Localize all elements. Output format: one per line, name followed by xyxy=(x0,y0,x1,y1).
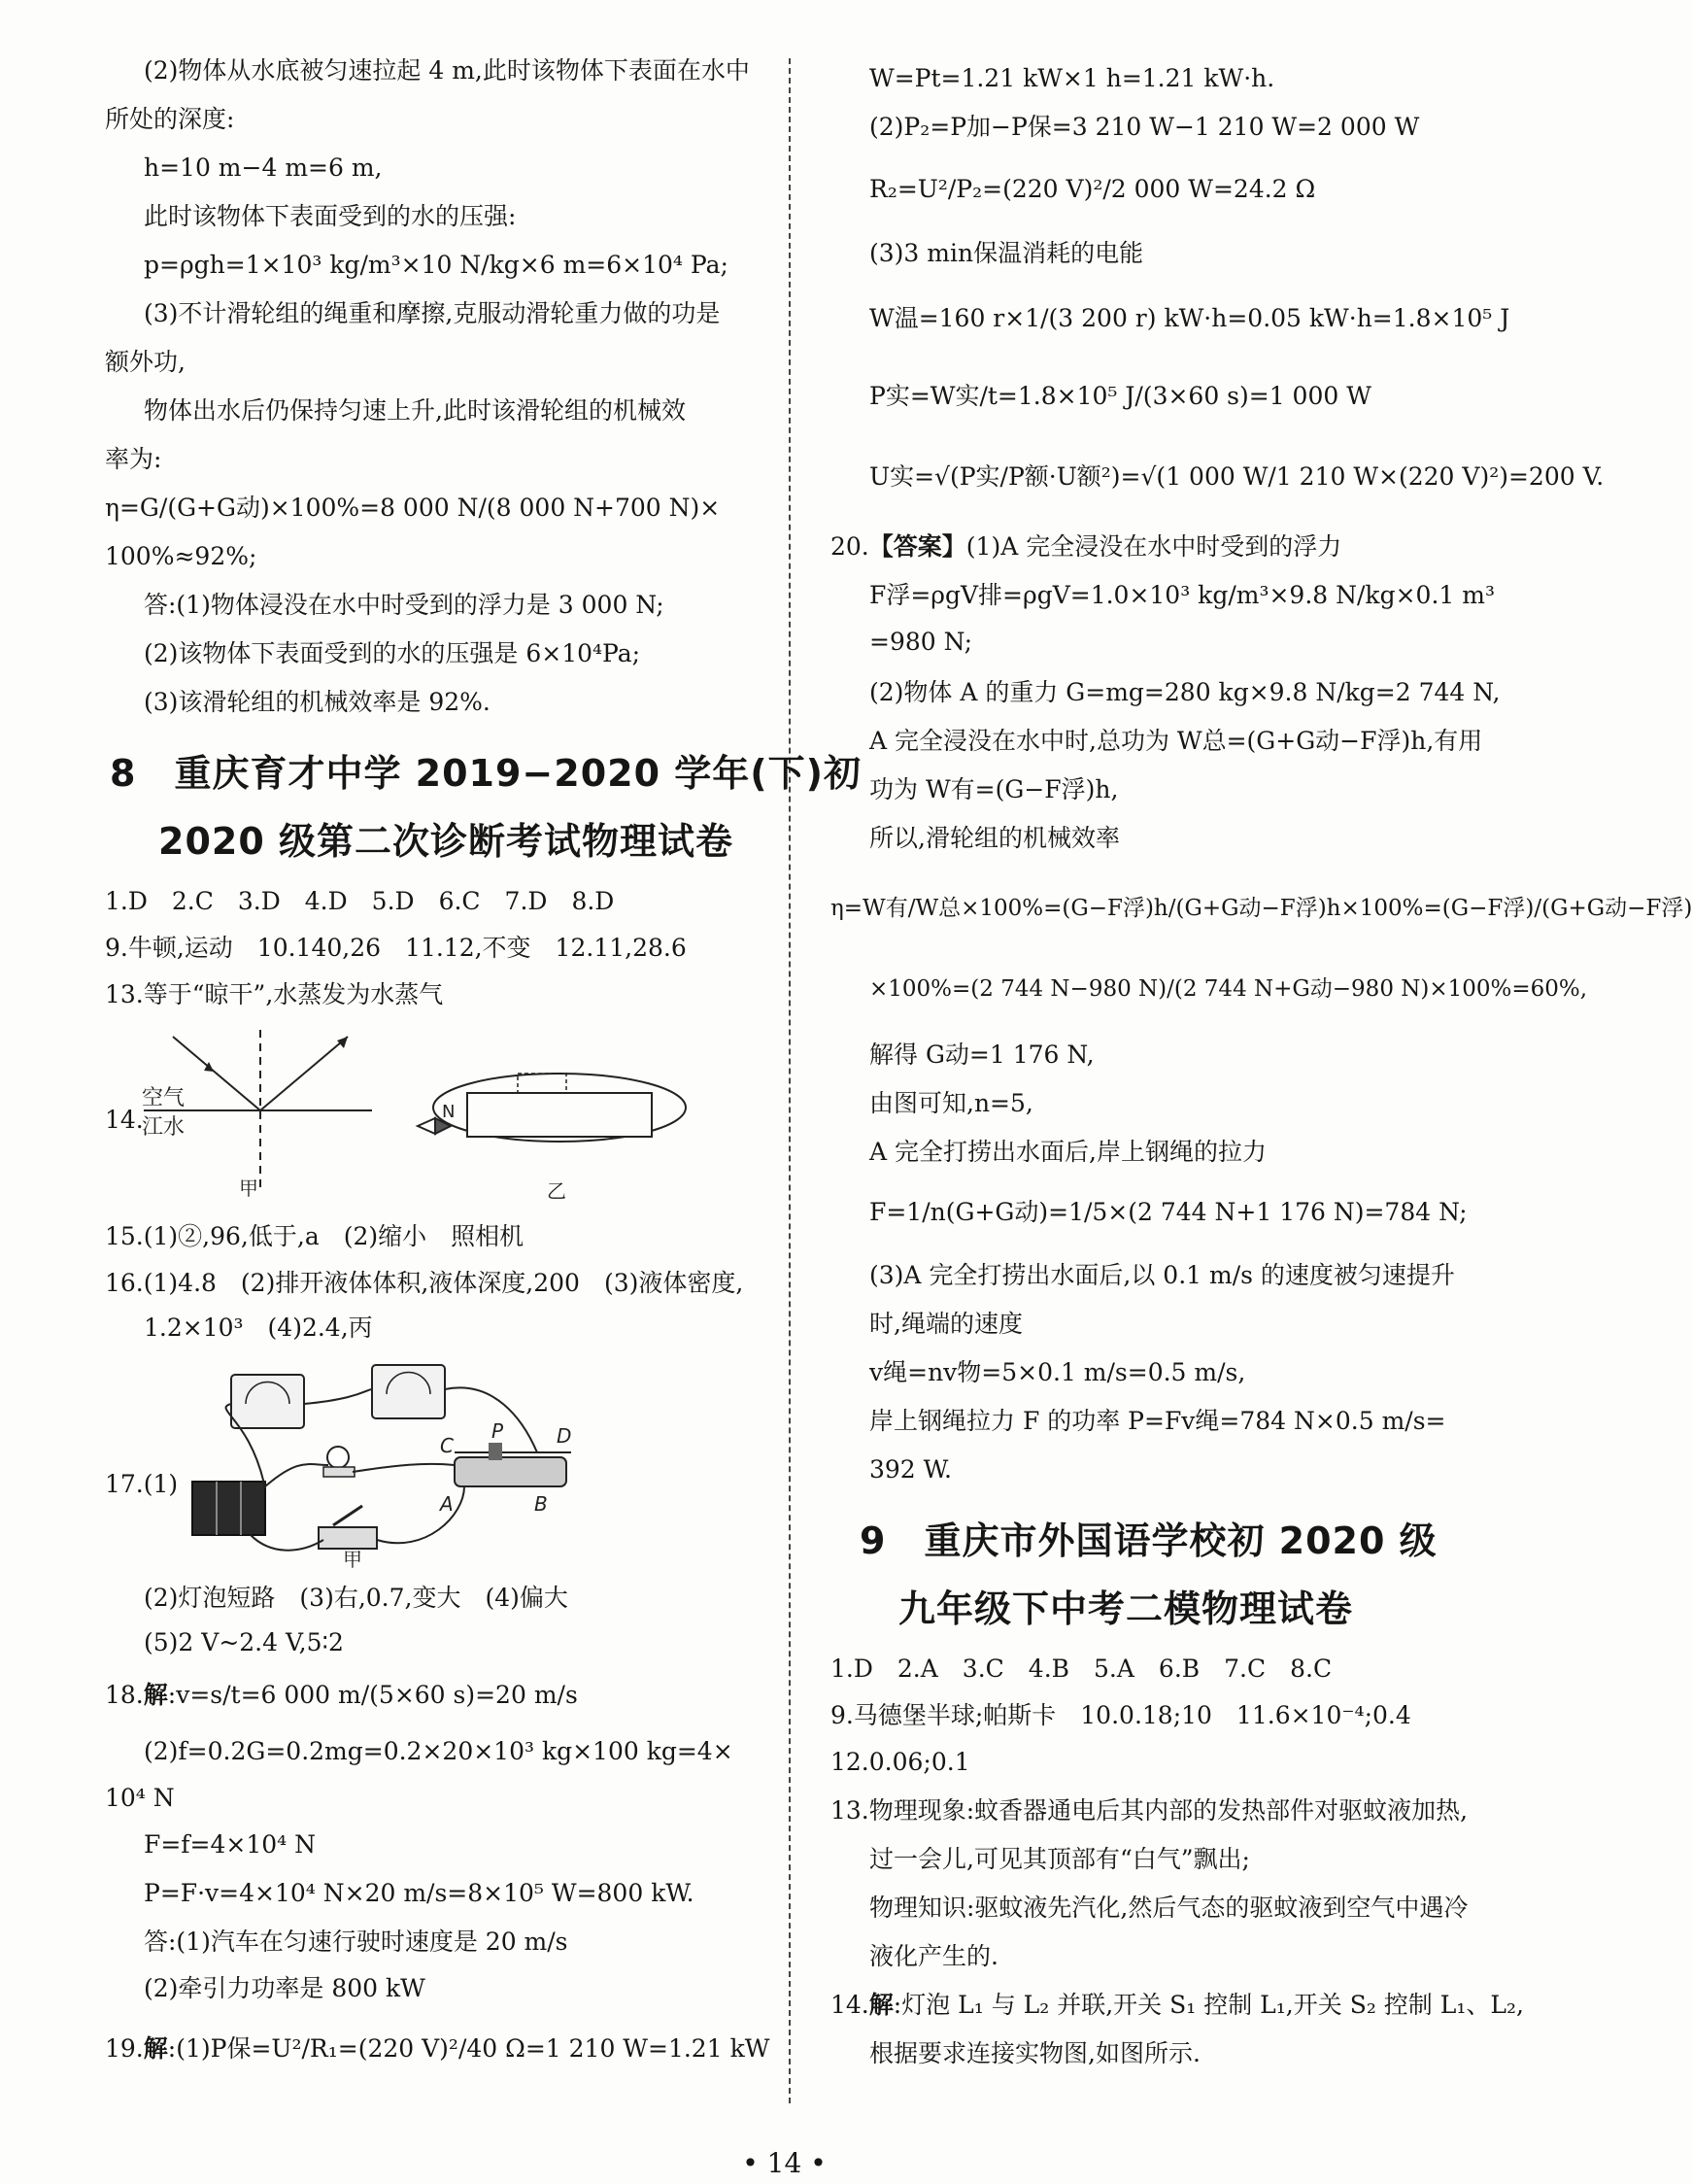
text-line: 额外功, xyxy=(105,348,186,376)
figure-14 xyxy=(134,1025,717,1205)
answer-line: 1.D 2.A 3.C 4.B 5.A 6.B 7.C 8.C xyxy=(830,1655,1333,1683)
answer-line: (2)f=0.2G=0.2mg=0.2×20×10³ kg×100 kg=4× xyxy=(144,1737,733,1765)
text-line: 岸上钢绳拉力 F 的功率 P=Fv绳=784 N×0.5 m/s= xyxy=(869,1407,1446,1435)
answer-line: 18.解:v=s/t=6 000 m/(5×60 s)=20 m/s xyxy=(105,1681,578,1709)
section-heading: 8 重庆育才中学 2019−2020 学年(下)初 xyxy=(110,752,862,795)
text-line: 率为: xyxy=(105,445,162,473)
text-line: 物理知识:驱蚊液先汽化,然后气态的驱蚊液到空气中遇冷 xyxy=(869,1894,1469,1922)
text-line: h=10 m−4 m=6 m, xyxy=(144,154,383,182)
figure-17-circuit xyxy=(173,1360,659,1569)
answer-line: 9.马德堡半球;帕斯卡 10.0.18;10 11.6×10⁻⁴;0.4 xyxy=(830,1701,1411,1729)
answer-line: 答:(1)汽车在匀速行驶时速度是 20 m/s xyxy=(144,1928,568,1956)
text-line: 解得 G动=1 176 N, xyxy=(869,1041,1095,1069)
section-heading: 九年级下中考二模物理试卷 xyxy=(898,1587,1354,1630)
text-line: η=W有/W总×100%=(G−F浮)h/(G+G动−F浮)h×100%=(G−F浮)/(G+G动−F浮) xyxy=(830,896,1692,921)
answer-label: 17.(1) xyxy=(105,1470,179,1498)
text-line: P实=W实/t=1.8×10⁵ J/(3×60 s)=1 000 W xyxy=(869,382,1371,410)
text-line: R₂=U²/P₂=(220 V)²/2 000 W=24.2 Ω xyxy=(869,175,1316,203)
text-line: 时,绳端的速度 xyxy=(869,1310,1023,1338)
column-divider xyxy=(789,58,791,2103)
text-line: A 完全打捞出水面后,岸上钢绳的拉力 xyxy=(869,1138,1267,1166)
answer-line: (5)2 V~2.4 V,5∶2 xyxy=(144,1628,344,1656)
text-line: 液化产生的. xyxy=(869,1942,998,1970)
answer-line: 12.0.06;0.1 xyxy=(830,1748,970,1776)
answer-line: 13.等于“晾干”,水蒸发为水蒸气 xyxy=(105,980,444,1008)
answer-line: 15.(1)②,96,低于,a (2)缩小 照相机 xyxy=(105,1222,525,1250)
answer-line: 1.2×10³ (4)2.4,丙 xyxy=(144,1314,373,1342)
text-line: A 完全浸没在水中时,总功为 W总=(G+G动−F浮)h,有用 xyxy=(869,727,1483,755)
text-line: 此时该物体下表面受到的水的压强: xyxy=(144,202,517,230)
text-line: 答:(1)物体浸没在水中时受到的浮力是 3 000 N; xyxy=(144,591,664,619)
text-line: (2)P₂=P加−P保=3 210 W−1 210 W=2 000 W xyxy=(869,113,1420,141)
answer-line: 1.D 2.C 3.D 4.D 5.D 6.C 7.D 8.D xyxy=(105,887,615,915)
north-label: N xyxy=(442,1102,456,1122)
figure-jia-label: 甲 xyxy=(239,1177,258,1200)
answer-label: 14. xyxy=(105,1106,144,1134)
text-line: (3)3 min保温消耗的电能 xyxy=(869,239,1144,267)
text-line: 功为 W有=(G−F浮)h, xyxy=(869,775,1119,803)
figure-yi-label: 乙 xyxy=(547,1179,566,1203)
answer-line: P=F·v=4×10⁴ N×20 m/s=8×10⁵ W=800 kW. xyxy=(144,1879,694,1907)
text-line: W=Pt=1.21 kW×1 h=1.21 kW·h. xyxy=(869,64,1275,92)
label-p: P xyxy=(491,1419,504,1443)
page-number: • 14 • xyxy=(742,2147,827,2179)
answer-line: 13.物理现象:蚊香器通电后其内部的发热部件对驱蚊液加热, xyxy=(830,1796,1469,1825)
answer-line: (2)灯泡短路 (3)右,0.7,变大 (4)偏大 xyxy=(144,1584,568,1612)
text-line: W温=160 r×1/(3 200 r) kW·h=0.05 kW·h=1.8×10⁵ J xyxy=(869,304,1510,332)
text-line: 所以,滑轮组的机械效率 xyxy=(869,824,1120,852)
text-line: F=1/n(G+G动)=1/5×(2 744 N+1 176 N)=784 N; xyxy=(869,1198,1468,1226)
text-line: p=ρgh=1×10³ kg/m³×10 N/kg×6 m=6×10⁴ Pa; xyxy=(144,251,728,279)
answer-line: F=f=4×10⁴ N xyxy=(144,1830,317,1859)
water-label: 江水 xyxy=(142,1115,186,1140)
answer-line: 9.牛顿,运动 10.140,26 11.12,不变 12.11,28.6 xyxy=(105,934,687,962)
text-line: η=G/(G+G动)×100%=8 000 N/(8 000 N+700 N)× xyxy=(105,494,721,522)
text-line: =980 N; xyxy=(869,628,973,656)
figure-jia-label: 甲 xyxy=(343,1548,362,1571)
text-line: F浮=ρgV排=ρgV=1.0×10³ kg/m³×9.8 N/kg×0.1 m³ xyxy=(869,581,1495,609)
text-line: (3)A 完全打捞出水面后,以 0.1 m/s 的速度被匀速提升 xyxy=(869,1261,1455,1289)
text-line: (2)该物体下表面受到的水的压强是 6×10⁴Pa; xyxy=(144,639,641,667)
answer-line: 10⁴ N xyxy=(105,1784,175,1812)
label-a: A xyxy=(440,1492,454,1516)
answer-line: 16.(1)4.8 (2)排开液体体积,液体深度,200 (3)液体密度, xyxy=(105,1269,744,1297)
text-line: 过一会儿,可见其顶部有“白气”飘出; xyxy=(869,1845,1250,1873)
label-d: D xyxy=(557,1424,572,1448)
answer-line: 20.【答案】(1)A 完全浸没在水中时受到的浮力 xyxy=(830,532,1342,561)
text-line: 所处的深度: xyxy=(105,105,235,133)
section-heading: 9 重庆市外国语学校初 2020 级 xyxy=(860,1519,1438,1562)
text-line: 物体出水后仍保持匀速上升,此时该滑轮组的机械效 xyxy=(144,396,686,425)
air-label: 空气 xyxy=(142,1086,186,1110)
text-line: U实=√(P实/P额·U额²)=√(1 000 W/1 210 W×(220 V)²)=200 V. xyxy=(869,462,1605,491)
answer-line: 14.解:灯泡 L₁ 与 L₂ 并联,开关 S₁ 控制 L₁,开关 S₂ 控制 L₁、L₂, xyxy=(830,1991,1524,2019)
text-line: (3)不计滑轮组的绳重和摩擦,克服动滑轮重力做的功是 xyxy=(144,299,721,327)
text-line: v绳=nv物=5×0.1 m/s=0.5 m/s, xyxy=(869,1358,1246,1386)
text-line: (3)该滑轮组的机械效率是 92%. xyxy=(144,688,491,716)
text-line: ×100%=(2 744 N−980 N)/(2 744 N+G动−980 N)×100%=60%, xyxy=(869,976,1588,1002)
label-b: B xyxy=(534,1492,548,1516)
section-heading: 2020 级第二次诊断考试物理试卷 xyxy=(158,820,733,863)
label-c: C xyxy=(440,1434,454,1457)
text-line: 392 W. xyxy=(869,1455,952,1484)
text-line: 根据要求连接实物图,如图所示. xyxy=(869,2039,1201,2067)
answer-line: 19.解:(1)P保=U²/R₁=(220 V)²/40 Ω=1 210 W=1.21 kW xyxy=(105,2034,770,2063)
text-line: (2)物体从水底被匀速拉起 4 m,此时该物体下表面在水中 xyxy=(144,56,750,85)
text-line: (2)物体 A 的重力 G=mg=280 kg×9.8 N/kg=2 744 N, xyxy=(869,678,1501,706)
text-line: 100%≈92%; xyxy=(105,542,257,570)
answer-line: (2)牵引力功率是 800 kW xyxy=(144,1974,425,2002)
text-line: 由图可知,n=5, xyxy=(869,1089,1033,1117)
